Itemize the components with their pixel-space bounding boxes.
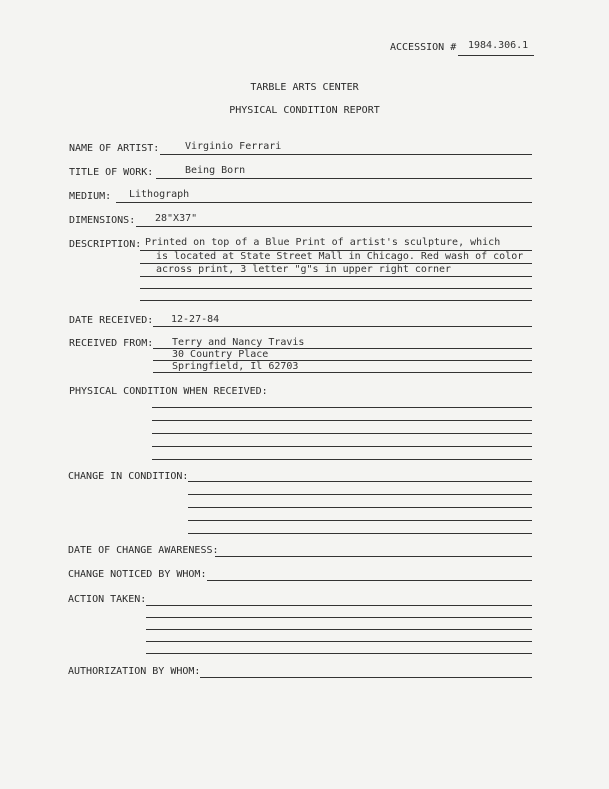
accession-line bbox=[458, 55, 534, 56]
date-received-label: DATE RECEIVED: bbox=[69, 315, 154, 326]
change-rule-4 bbox=[188, 520, 532, 521]
date-received-value: 12-27-84 bbox=[171, 314, 220, 325]
action-rule-5 bbox=[146, 653, 532, 654]
authorization-label: AUTHORIZATION BY WHOM: bbox=[68, 666, 201, 677]
change-label: CHANGE IN CONDITION: bbox=[68, 471, 189, 482]
noticed-label: CHANGE NOTICED BY WHOM: bbox=[68, 569, 207, 580]
action-label: ACTION TAKEN: bbox=[68, 594, 147, 605]
medium-label: MEDIUM: bbox=[69, 191, 112, 202]
description-rule-3 bbox=[140, 276, 532, 277]
dimensions-label: DIMENSIONS: bbox=[69, 215, 136, 226]
title-label: TITLE OF WORK: bbox=[69, 167, 154, 178]
physical-condition-rule-4 bbox=[152, 446, 532, 447]
awareness-line bbox=[215, 556, 532, 557]
received-from-line-3: Springfield, Il 62703 bbox=[172, 361, 299, 372]
description-rule-5 bbox=[140, 300, 532, 301]
description-line-3: across print, 3 letter "g"s in upper right corner bbox=[156, 264, 452, 275]
change-rule-1 bbox=[188, 481, 532, 482]
awareness-label: DATE OF CHANGE AWARENESS: bbox=[68, 545, 219, 556]
medium-line bbox=[116, 202, 532, 203]
action-rule-1 bbox=[146, 605, 532, 606]
physical-condition-rule-5 bbox=[152, 459, 532, 460]
change-rule-5 bbox=[188, 533, 532, 534]
received-from-rule-3 bbox=[153, 372, 532, 373]
physical-condition-rule-2 bbox=[152, 420, 532, 421]
description-rule-4 bbox=[140, 288, 532, 289]
title-value: Being Born bbox=[185, 165, 246, 176]
received-from-line-1: Terry and Nancy Travis bbox=[172, 337, 305, 348]
date-received-line bbox=[153, 326, 532, 327]
change-rule-3 bbox=[188, 507, 532, 508]
artist-line bbox=[160, 154, 532, 155]
accession-value: 1984.306.1 bbox=[468, 40, 529, 51]
org-name: TARBLE ARTS CENTER bbox=[250, 82, 359, 93]
artist-label: NAME OF ARTIST: bbox=[69, 143, 160, 154]
physical-condition-rule-1 bbox=[152, 407, 532, 408]
received-from-line-2: 30 Country Place bbox=[172, 349, 269, 360]
action-rule-2 bbox=[146, 617, 532, 618]
description-line-1: Printed on top of a Blue Print of artist's sculpture, which bbox=[145, 237, 501, 248]
physical-condition-rule-3 bbox=[152, 433, 532, 434]
action-rule-4 bbox=[146, 641, 532, 642]
physical-condition-label: PHYSICAL CONDITION WHEN RECEIVED: bbox=[69, 386, 268, 397]
received-from-label: RECEIVED FROM: bbox=[69, 338, 154, 349]
authorization-line bbox=[200, 677, 532, 678]
noticed-line bbox=[207, 580, 532, 581]
accession-label: ACCESSION # bbox=[390, 42, 457, 53]
action-rule-3 bbox=[146, 629, 532, 630]
description-label: DESCRIPTION: bbox=[69, 239, 142, 250]
artist-value: Virginio Ferrari bbox=[185, 141, 282, 152]
description-line-2: is located at State Street Mall in Chicago. Red wash of color bbox=[156, 251, 524, 262]
medium-value: Lithograph bbox=[129, 189, 190, 200]
title-line bbox=[156, 178, 532, 179]
report-title: PHYSICAL CONDITION REPORT bbox=[229, 105, 380, 116]
change-rule-2 bbox=[188, 494, 532, 495]
dimensions-line bbox=[136, 226, 532, 227]
dimensions-value: 28"X37" bbox=[155, 213, 198, 224]
